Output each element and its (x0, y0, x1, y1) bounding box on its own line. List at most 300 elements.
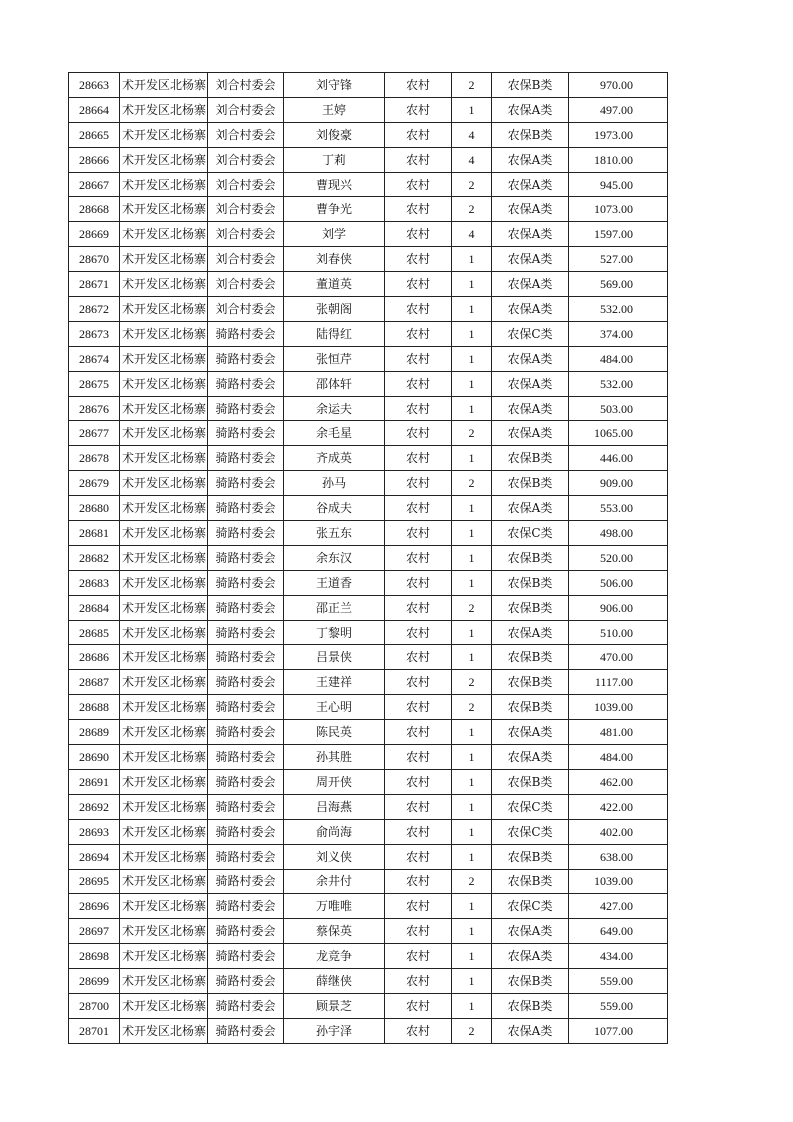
table-row (69, 919, 668, 944)
district-cell: 术开发区北杨寨 (120, 969, 208, 994)
district-cell: 术开发区北杨寨 (120, 172, 208, 197)
category-cell: 农保A类 (492, 745, 569, 770)
type-cell: 农村 (385, 197, 452, 222)
count-cell: 1 (452, 321, 492, 346)
category-cell: 农保A类 (492, 396, 569, 421)
village-cell: 刘合村委会 (208, 147, 284, 172)
village-cell: 刘合村委会 (208, 97, 284, 122)
amount-cell: 970.00 (569, 73, 668, 98)
district-cell: 术开发区北杨寨 (120, 720, 208, 745)
name-cell: 薛继侠 (284, 969, 385, 994)
village-cell: 刘合村委会 (208, 172, 284, 197)
count-cell: 1 (452, 919, 492, 944)
table-row (69, 371, 668, 396)
amount-cell: 427.00 (569, 894, 668, 919)
row-id: 28675 (69, 371, 120, 396)
count-cell: 2 (452, 421, 492, 446)
name-cell: 王婷 (284, 97, 385, 122)
amount-cell: 559.00 (569, 993, 668, 1018)
type-cell: 农村 (385, 570, 452, 595)
type-cell: 农村 (385, 894, 452, 919)
count-cell: 1 (452, 346, 492, 371)
type-cell: 农村 (385, 595, 452, 620)
table-row (69, 670, 668, 695)
count-cell: 1 (452, 496, 492, 521)
amount-cell: 498.00 (569, 521, 668, 546)
table-row (69, 421, 668, 446)
row-id: 28684 (69, 595, 120, 620)
count-cell: 1 (452, 969, 492, 994)
row-id: 28679 (69, 471, 120, 496)
row-id: 28665 (69, 122, 120, 147)
row-id: 28683 (69, 570, 120, 595)
row-id: 28688 (69, 695, 120, 720)
name-cell: 孙马 (284, 471, 385, 496)
count-cell: 4 (452, 222, 492, 247)
type-cell: 农村 (385, 346, 452, 371)
type-cell: 农村 (385, 819, 452, 844)
village-cell: 骑路村委会 (208, 993, 284, 1018)
category-cell: 农保A类 (492, 172, 569, 197)
village-cell: 骑路村委会 (208, 944, 284, 969)
category-cell: 农保A类 (492, 297, 569, 322)
table-row (69, 819, 668, 844)
name-cell: 余运夫 (284, 396, 385, 421)
table-row (69, 993, 668, 1018)
type-cell: 农村 (385, 247, 452, 272)
district-cell: 术开发区北杨寨 (120, 396, 208, 421)
amount-cell: 1597.00 (569, 222, 668, 247)
district-cell: 术开发区北杨寨 (120, 247, 208, 272)
name-cell: 谷成夫 (284, 496, 385, 521)
type-cell: 农村 (385, 371, 452, 396)
count-cell: 2 (452, 670, 492, 695)
name-cell: 刘春侠 (284, 247, 385, 272)
category-cell: 农保C类 (492, 794, 569, 819)
row-id: 28671 (69, 272, 120, 297)
category-cell: 农保A类 (492, 247, 569, 272)
amount-cell: 462.00 (569, 769, 668, 794)
name-cell: 张五东 (284, 521, 385, 546)
name-cell: 顾景芝 (284, 993, 385, 1018)
row-id: 28663 (69, 73, 120, 98)
row-id: 28674 (69, 346, 120, 371)
district-cell: 术开发区北杨寨 (120, 496, 208, 521)
table-row (69, 73, 668, 98)
type-cell: 农村 (385, 97, 452, 122)
amount-cell: 503.00 (569, 396, 668, 421)
count-cell: 1 (452, 944, 492, 969)
village-cell: 骑路村委会 (208, 894, 284, 919)
type-cell: 农村 (385, 421, 452, 446)
name-cell: 余东汉 (284, 545, 385, 570)
district-cell: 术开发区北杨寨 (120, 894, 208, 919)
village-cell: 刘合村委会 (208, 222, 284, 247)
count-cell: 2 (452, 869, 492, 894)
district-cell: 术开发区北杨寨 (120, 421, 208, 446)
count-cell: 2 (452, 172, 492, 197)
type-cell: 农村 (385, 869, 452, 894)
district-cell: 术开发区北杨寨 (120, 695, 208, 720)
village-cell: 骑路村委会 (208, 645, 284, 670)
table-row (69, 197, 668, 222)
category-cell: 农保B类 (492, 446, 569, 471)
table-row (69, 894, 668, 919)
type-cell: 农村 (385, 222, 452, 247)
type-cell: 农村 (385, 1018, 452, 1043)
village-cell: 刘合村委会 (208, 272, 284, 297)
row-id: 28682 (69, 545, 120, 570)
category-cell: 农保B类 (492, 670, 569, 695)
row-id: 28694 (69, 844, 120, 869)
village-cell: 骑路村委会 (208, 819, 284, 844)
type-cell: 农村 (385, 844, 452, 869)
name-cell: 曹现兴 (284, 172, 385, 197)
name-cell: 刘学 (284, 222, 385, 247)
category-cell: 农保B类 (492, 869, 569, 894)
row-id: 28668 (69, 197, 120, 222)
name-cell: 吕景侠 (284, 645, 385, 670)
row-id: 28686 (69, 645, 120, 670)
name-cell: 张恒芹 (284, 346, 385, 371)
count-cell: 1 (452, 819, 492, 844)
district-cell: 术开发区北杨寨 (120, 944, 208, 969)
amount-cell: 945.00 (569, 172, 668, 197)
amount-cell: 470.00 (569, 645, 668, 670)
type-cell: 农村 (385, 545, 452, 570)
amount-cell: 909.00 (569, 471, 668, 496)
table-row (69, 346, 668, 371)
type-cell: 农村 (385, 769, 452, 794)
category-cell: 农保A类 (492, 222, 569, 247)
amount-cell: 497.00 (569, 97, 668, 122)
amount-cell: 484.00 (569, 745, 668, 770)
row-id: 28666 (69, 147, 120, 172)
name-cell: 邵体轩 (284, 371, 385, 396)
name-cell: 王心明 (284, 695, 385, 720)
amount-cell: 402.00 (569, 819, 668, 844)
row-id: 28692 (69, 794, 120, 819)
amount-cell: 569.00 (569, 272, 668, 297)
row-id: 28676 (69, 396, 120, 421)
district-cell: 术开发区北杨寨 (120, 869, 208, 894)
district-cell: 术开发区北杨寨 (120, 122, 208, 147)
row-id: 28690 (69, 745, 120, 770)
category-cell: 农保B类 (492, 645, 569, 670)
village-cell: 骑路村委会 (208, 919, 284, 944)
type-cell: 农村 (385, 321, 452, 346)
village-cell: 刘合村委会 (208, 197, 284, 222)
count-cell: 1 (452, 720, 492, 745)
row-id: 28699 (69, 969, 120, 994)
amount-cell: 510.00 (569, 620, 668, 645)
village-cell: 骑路村委会 (208, 496, 284, 521)
count-cell: 2 (452, 73, 492, 98)
row-id: 28689 (69, 720, 120, 745)
type-cell: 农村 (385, 720, 452, 745)
category-cell: 农保C类 (492, 521, 569, 546)
type-cell: 农村 (385, 794, 452, 819)
name-cell: 万唯唯 (284, 894, 385, 919)
count-cell: 1 (452, 894, 492, 919)
category-cell: 农保A类 (492, 272, 569, 297)
district-cell: 术开发区北杨寨 (120, 645, 208, 670)
table-row (69, 471, 668, 496)
district-cell: 术开发区北杨寨 (120, 794, 208, 819)
count-cell: 1 (452, 794, 492, 819)
table-row (69, 794, 668, 819)
name-cell: 齐成英 (284, 446, 385, 471)
table-row (69, 172, 668, 197)
amount-cell: 527.00 (569, 247, 668, 272)
district-cell: 术开发区北杨寨 (120, 545, 208, 570)
name-cell: 孙宇泽 (284, 1018, 385, 1043)
count-cell: 1 (452, 396, 492, 421)
category-cell: 农保C类 (492, 819, 569, 844)
category-cell: 农保B类 (492, 570, 569, 595)
district-cell: 术开发区北杨寨 (120, 819, 208, 844)
table-row (69, 222, 668, 247)
table-row (69, 396, 668, 421)
category-cell: 农保B类 (492, 844, 569, 869)
district-cell: 术开发区北杨寨 (120, 197, 208, 222)
amount-cell: 434.00 (569, 944, 668, 969)
table-row (69, 297, 668, 322)
category-cell: 农保B类 (492, 545, 569, 570)
table-row (69, 321, 668, 346)
amount-cell: 422.00 (569, 794, 668, 819)
category-cell: 农保B类 (492, 993, 569, 1018)
village-cell: 骑路村委会 (208, 869, 284, 894)
table-row (69, 1018, 668, 1043)
category-cell: 农保A类 (492, 919, 569, 944)
name-cell: 孙其胜 (284, 745, 385, 770)
village-cell: 刘合村委会 (208, 73, 284, 98)
village-cell: 骑路村委会 (208, 1018, 284, 1043)
category-cell: 农保A类 (492, 1018, 569, 1043)
district-cell: 术开发区北杨寨 (120, 346, 208, 371)
count-cell: 2 (452, 197, 492, 222)
village-cell: 骑路村委会 (208, 844, 284, 869)
row-id: 28700 (69, 993, 120, 1018)
amount-cell: 1973.00 (569, 122, 668, 147)
name-cell: 吕海燕 (284, 794, 385, 819)
type-cell: 农村 (385, 272, 452, 297)
amount-cell: 1065.00 (569, 421, 668, 446)
category-cell: 农保B类 (492, 471, 569, 496)
type-cell: 农村 (385, 695, 452, 720)
district-cell: 术开发区北杨寨 (120, 1018, 208, 1043)
district-cell: 术开发区北杨寨 (120, 745, 208, 770)
village-cell: 骑路村委会 (208, 321, 284, 346)
name-cell: 刘义侠 (284, 844, 385, 869)
village-cell: 骑路村委会 (208, 396, 284, 421)
amount-cell: 553.00 (569, 496, 668, 521)
type-cell: 农村 (385, 919, 452, 944)
count-cell: 1 (452, 371, 492, 396)
village-cell: 骑路村委会 (208, 969, 284, 994)
type-cell: 农村 (385, 993, 452, 1018)
category-cell: 农保C类 (492, 321, 569, 346)
type-cell: 农村 (385, 670, 452, 695)
type-cell: 农村 (385, 969, 452, 994)
table-row (69, 620, 668, 645)
table-row (69, 844, 668, 869)
village-cell: 骑路村委会 (208, 421, 284, 446)
category-cell: 农保A类 (492, 97, 569, 122)
district-cell: 术开发区北杨寨 (120, 297, 208, 322)
table-row (69, 545, 668, 570)
amount-cell: 520.00 (569, 545, 668, 570)
row-id: 28677 (69, 421, 120, 446)
category-cell: 农保B类 (492, 595, 569, 620)
count-cell: 1 (452, 769, 492, 794)
count-cell: 2 (452, 595, 492, 620)
table-row (69, 147, 668, 172)
type-cell: 农村 (385, 944, 452, 969)
type-cell: 农村 (385, 446, 452, 471)
type-cell: 农村 (385, 147, 452, 172)
count-cell: 1 (452, 247, 492, 272)
table-row (69, 247, 668, 272)
row-id: 28680 (69, 496, 120, 521)
amount-cell: 906.00 (569, 595, 668, 620)
district-cell: 术开发区北杨寨 (120, 446, 208, 471)
village-cell: 骑路村委会 (208, 620, 284, 645)
district-cell: 术开发区北杨寨 (120, 73, 208, 98)
village-cell: 刘合村委会 (208, 297, 284, 322)
count-cell: 1 (452, 844, 492, 869)
district-cell: 术开发区北杨寨 (120, 570, 208, 595)
name-cell: 蔡保英 (284, 919, 385, 944)
table-row (69, 869, 668, 894)
table-row (69, 745, 668, 770)
count-cell: 1 (452, 620, 492, 645)
count-cell: 1 (452, 745, 492, 770)
village-cell: 骑路村委会 (208, 371, 284, 396)
amount-cell: 506.00 (569, 570, 668, 595)
village-cell: 骑路村委会 (208, 794, 284, 819)
village-cell: 刘合村委会 (208, 247, 284, 272)
amount-cell: 446.00 (569, 446, 668, 471)
village-cell: 骑路村委会 (208, 521, 284, 546)
name-cell: 王建祥 (284, 670, 385, 695)
row-id: 28698 (69, 944, 120, 969)
district-cell: 术开发区北杨寨 (120, 595, 208, 620)
category-cell: 农保B类 (492, 969, 569, 994)
district-cell: 术开发区北杨寨 (120, 471, 208, 496)
category-cell: 农保C类 (492, 894, 569, 919)
village-cell: 骑路村委会 (208, 769, 284, 794)
amount-cell: 1073.00 (569, 197, 668, 222)
amount-cell: 1039.00 (569, 695, 668, 720)
count-cell: 1 (452, 297, 492, 322)
amount-cell: 484.00 (569, 346, 668, 371)
district-cell: 术开发区北杨寨 (120, 844, 208, 869)
category-cell: 农保B类 (492, 73, 569, 98)
name-cell: 陆得红 (284, 321, 385, 346)
row-id: 28687 (69, 670, 120, 695)
name-cell: 余毛星 (284, 421, 385, 446)
type-cell: 农村 (385, 496, 452, 521)
district-cell: 术开发区北杨寨 (120, 97, 208, 122)
amount-cell: 374.00 (569, 321, 668, 346)
row-id: 28670 (69, 247, 120, 272)
table-row (69, 695, 668, 720)
village-cell: 骑路村委会 (208, 745, 284, 770)
table-row (69, 570, 668, 595)
count-cell: 1 (452, 993, 492, 1018)
count-cell: 1 (452, 645, 492, 670)
count-cell: 1 (452, 570, 492, 595)
district-cell: 术开发区北杨寨 (120, 993, 208, 1018)
village-cell: 骑路村委会 (208, 570, 284, 595)
name-cell: 董道英 (284, 272, 385, 297)
count-cell: 2 (452, 1018, 492, 1043)
category-cell: 农保A类 (492, 147, 569, 172)
category-cell: 农保B类 (492, 122, 569, 147)
district-cell: 术开发区北杨寨 (120, 147, 208, 172)
name-cell: 曹争光 (284, 197, 385, 222)
village-cell: 骑路村委会 (208, 595, 284, 620)
amount-cell: 559.00 (569, 969, 668, 994)
district-cell: 术开发区北杨寨 (120, 521, 208, 546)
name-cell: 余井付 (284, 869, 385, 894)
type-cell: 农村 (385, 745, 452, 770)
count-cell: 4 (452, 122, 492, 147)
village-cell: 骑路村委会 (208, 670, 284, 695)
row-id: 28685 (69, 620, 120, 645)
type-cell: 农村 (385, 297, 452, 322)
amount-cell: 1117.00 (569, 670, 668, 695)
name-cell: 丁莉 (284, 147, 385, 172)
type-cell: 农村 (385, 172, 452, 197)
table-row (69, 969, 668, 994)
row-id: 28691 (69, 769, 120, 794)
village-cell: 刘合村委会 (208, 122, 284, 147)
row-id: 28693 (69, 819, 120, 844)
row-id: 28672 (69, 297, 120, 322)
type-cell: 农村 (385, 521, 452, 546)
district-cell: 术开发区北杨寨 (120, 222, 208, 247)
village-cell: 骑路村委会 (208, 545, 284, 570)
amount-cell: 532.00 (569, 297, 668, 322)
district-cell: 术开发区北杨寨 (120, 272, 208, 297)
district-cell: 术开发区北杨寨 (120, 769, 208, 794)
category-cell: 农保A类 (492, 720, 569, 745)
name-cell: 俞尚海 (284, 819, 385, 844)
amount-cell: 1810.00 (569, 147, 668, 172)
village-cell: 骑路村委会 (208, 346, 284, 371)
row-id: 28701 (69, 1018, 120, 1043)
count-cell: 4 (452, 147, 492, 172)
name-cell: 刘俊豪 (284, 122, 385, 147)
type-cell: 农村 (385, 122, 452, 147)
type-cell: 农村 (385, 73, 452, 98)
category-cell: 农保A类 (492, 620, 569, 645)
category-cell: 农保B类 (492, 769, 569, 794)
type-cell: 农村 (385, 396, 452, 421)
data-table (68, 72, 668, 1044)
amount-cell: 481.00 (569, 720, 668, 745)
table-row (69, 122, 668, 147)
village-cell: 骑路村委会 (208, 695, 284, 720)
count-cell: 1 (452, 545, 492, 570)
name-cell: 张朝阁 (284, 297, 385, 322)
district-cell: 术开发区北杨寨 (120, 371, 208, 396)
table-row (69, 595, 668, 620)
name-cell: 陈民英 (284, 720, 385, 745)
